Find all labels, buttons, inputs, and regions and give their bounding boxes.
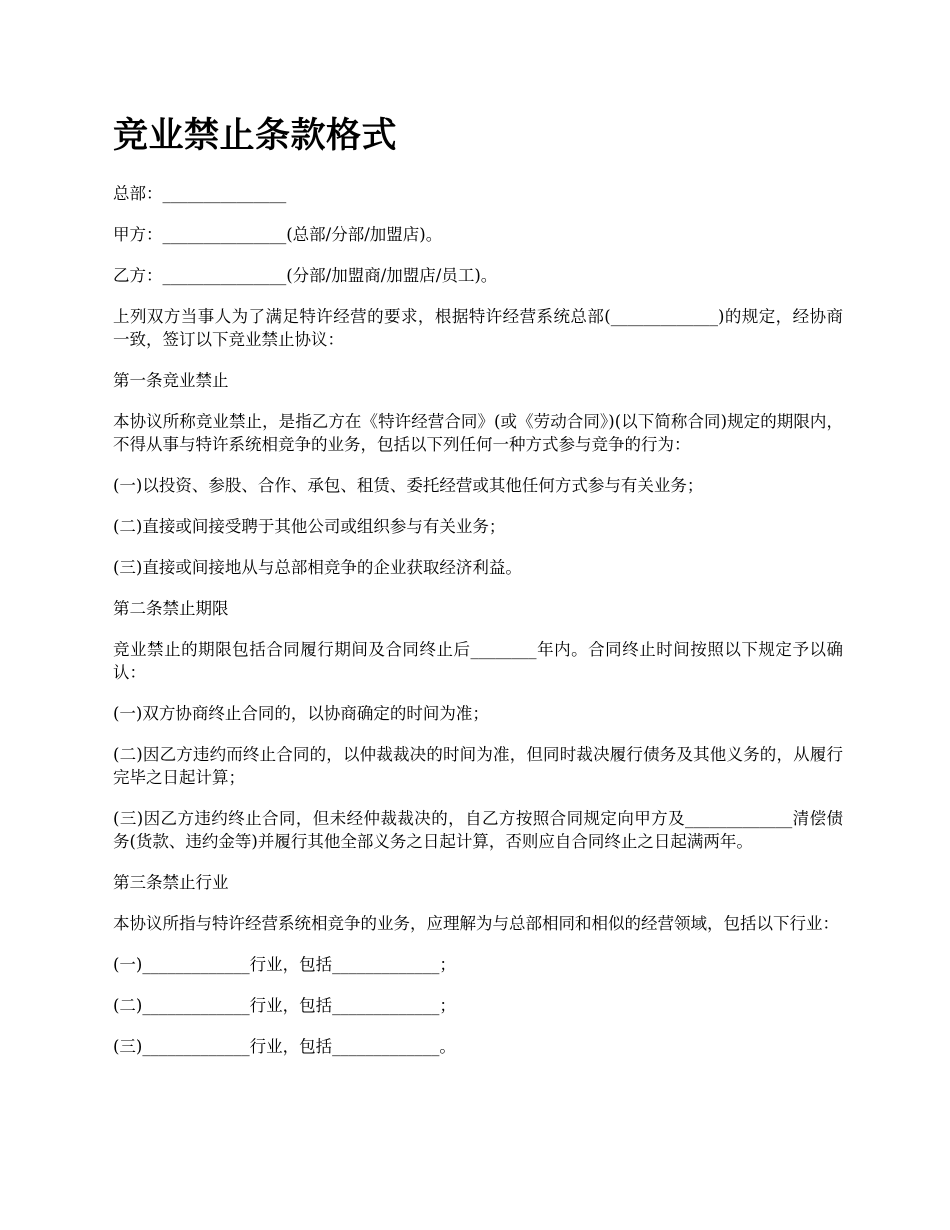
article-1-item-1: (一)以投资、参股、合作、承包、租赁、委托经营或其他任何方式参与有关业务； bbox=[113, 476, 704, 495]
article-3-item-3: (三)_____________行业，包括_____________。 bbox=[113, 1037, 456, 1056]
article-1-heading: 第一条竞业禁止 bbox=[113, 371, 229, 390]
document-title: 竞业禁止条款格式 bbox=[113, 116, 398, 156]
article-3-item-1: (一)_____________行业，包括_____________； bbox=[113, 955, 456, 974]
article-2-heading: 第二条禁止期限 bbox=[113, 599, 229, 618]
document-page bbox=[113, 112, 843, 1076]
party-a-line: 甲方：_______________(总部/分部/加盟店)。 bbox=[113, 225, 443, 244]
article-3-heading: 第三条禁止行业 bbox=[113, 873, 229, 892]
article-3-item-2: (二)_____________行业，包括_____________； bbox=[113, 996, 456, 1015]
article-3-paragraph: 本协议所指与特许经营系统相竞争的业务，应理解为与总部相同和相似的经营领域，包括以下行业： bbox=[113, 914, 839, 933]
preamble-paragraph: 上列双方当事人为了满足特许经营的要求，根据特许经营系统总部(_____________)的规定，经协商一致，签订以下竞业禁止协议： bbox=[113, 307, 843, 349]
hq-line: 总部：_______________ bbox=[113, 184, 287, 203]
article-2-item-2: (二)因乙方违约而终止合同的，以仲裁裁决的时间为准，但同时裁决履行债务及其他义务的，从履行完毕之日起计算； bbox=[113, 745, 843, 787]
article-2-item-1: (一)双方协商终止合同的，以协商确定的时间为准； bbox=[113, 704, 489, 723]
article-2-item-3: (三)因乙方违约终止合同，但未经仲裁裁决的，自乙方按照合同规定向甲方及_____________清偿债务(货款、违约金等)并履行其他全部义务之日起计算，否则应自合同终止之日起满两年。 bbox=[113, 809, 843, 851]
article-2-paragraph: 竞业禁止的期限包括合同履行期间及合同终止后________年内。合同终止时间按照以下规定予以确认： bbox=[113, 640, 843, 682]
party-b-line: 乙方：_______________(分部/加盟商/加盟店/员工)。 bbox=[113, 266, 498, 285]
article-1-paragraph: 本协议所称竞业禁止，是指乙方在《特许经营合同》(或《劳动合同》)(以下简称合同)规定的期限内，不得从事与特许系统相竞争的业务，包括以下列任何一种方式参与竞争的行为： bbox=[113, 412, 843, 454]
article-1-item-2: (二)直接或间接受聘于其他公司或组织参与有关业务； bbox=[113, 517, 506, 536]
article-1-item-3: (三)直接或间接地从与总部相竞争的企业获取经济利益。 bbox=[113, 558, 522, 577]
